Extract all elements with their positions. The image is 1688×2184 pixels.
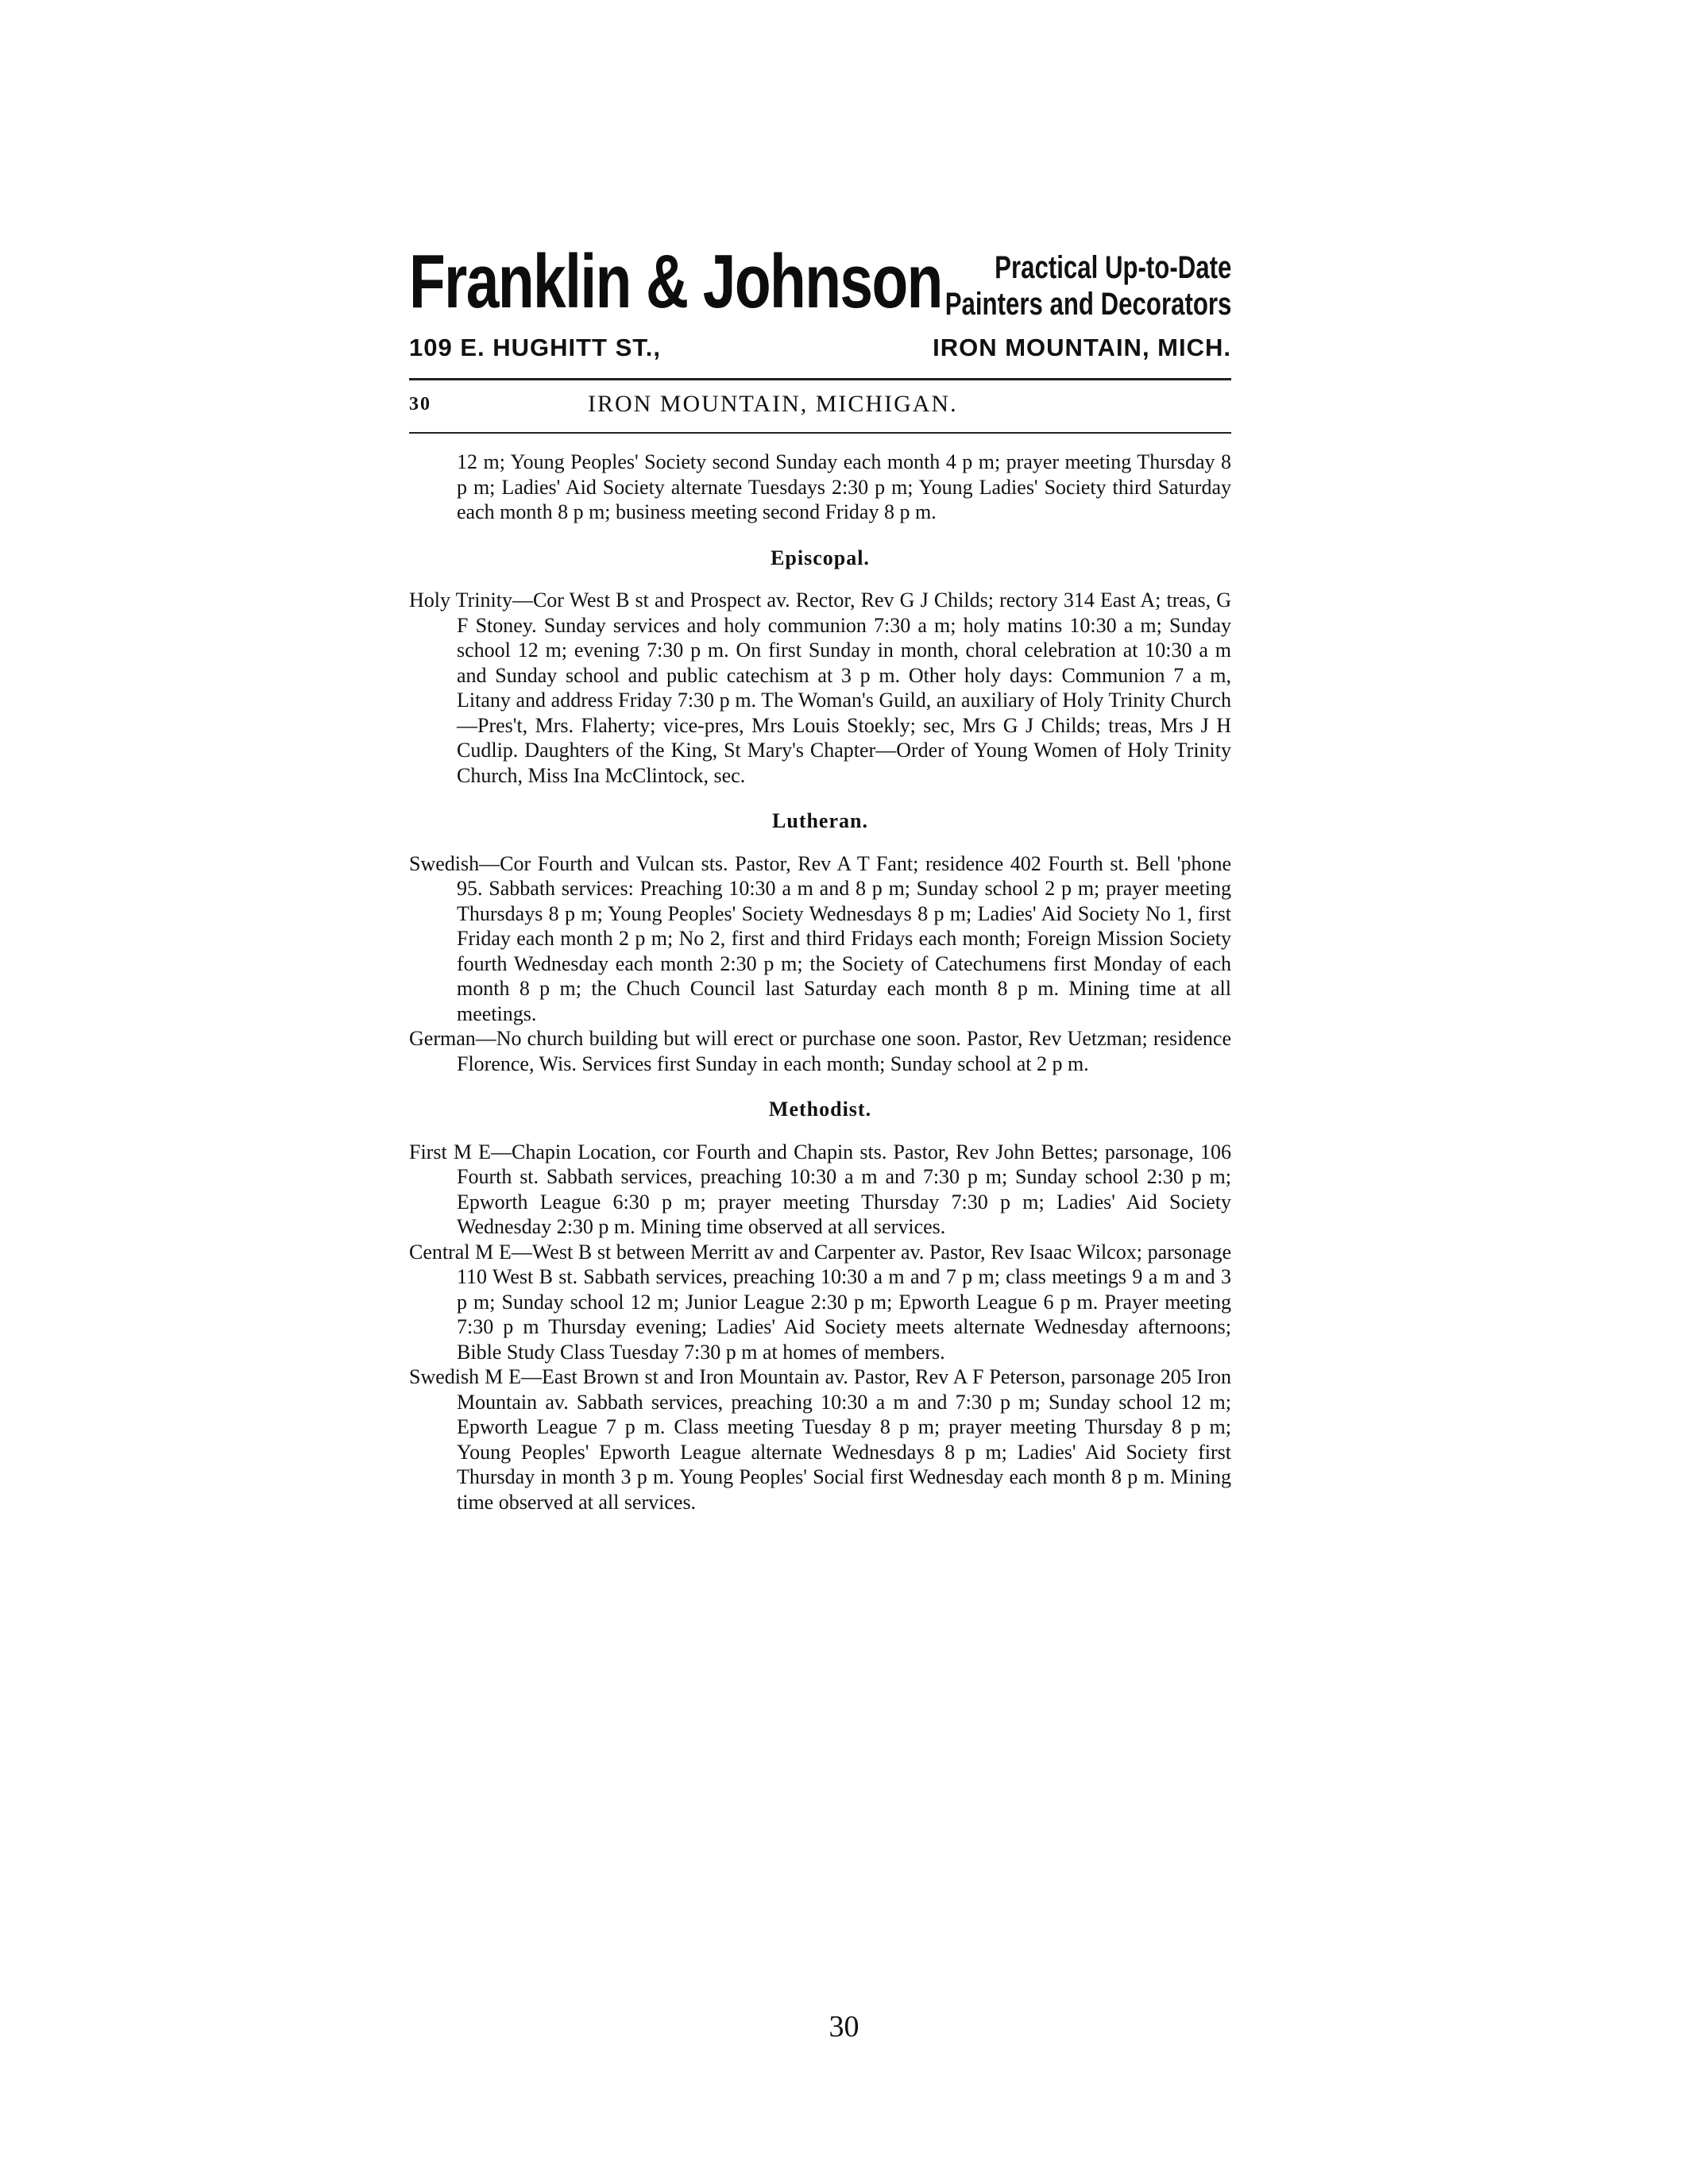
ad-divider (409, 378, 1231, 380)
church-entry: Central M E—West B st between Merritt av and Carpenter av. Pastor, Rev Isaac Wilcox; parsonage 110 West B st. Sabbath services, preaching 10:30 a m and 7 p m; class meetings 9 a m and 3 p m; Sunday school 12 m; Junior League 2:30 p m; Epworth League 6 p m. Prayer meeting 7:30 p m Thursday evening; Ladies' Aid Society meets alternate Wednesday afternoons; Bible Study Class Tuesday 7:30 p m at homes of members. (409, 1240, 1231, 1364)
church-entry: Holy Trinity—Cor West B st and Prospect av. Rector, Rev G J Childs; rectory 314 East A; treas, G F Stoney. Sunday services and holy communion 7:30 a m; holy matins 10:30 a m; Sunday school 12 m; evening 7:30 p m. On first Sunday in month, choral celebration at 10:30 a m and Sunday school and public catechism at 3 p m. Other holy days: Communion 7 a m, Litany and address Friday 7:30 p m. The Woman's Guild, an auxiliary of Holy Trinity Church—Pres't, Mrs. Flaherty; vice-pres, Mrs Louis Stoekly; sec, Mrs G J Childs; treas, Mrs J H Cudlip. Daughters of the King, St Mary's Chapter—Order of Young Women of Holy Trinity Church, Miss Ina McClintock, sec. (409, 588, 1231, 787)
church-entry: German—No church building but will erect or purchase one soon. Pastor, Rev Uetzman; residence Florence, Wis. Services first Sunday in each month; Sunday school at 2 p m. (409, 1027, 1231, 1075)
directory-body (409, 450, 1231, 1515)
running-head-title: IRON MOUNTAIN, MICHIGAN. (588, 391, 958, 417)
section-heading-methodist: Methodist. (768, 1098, 872, 1121)
advertisement-header (409, 238, 1231, 389)
advertiser-name: Franklin & Johnson (409, 239, 942, 324)
advertiser-address (409, 334, 1231, 362)
directory-page (409, 238, 1231, 1515)
church-entry: Swedish—Cor Fourth and Vulcan sts. Pastor, Rev A T Fant; residence 402 Fourth st. Bell 'phone 95. Sabbath services: Preaching 10:30 a m and 8 p m; Sunday school 2 p m; prayer meeting Thursdays 8 p m; Young Peoples' Society Wednesdays 8 p m; Ladies' Aid Society No 1, first Friday each month 2 p m; No 2, first and third Fridays each month; Foreign Mission Society fourth Wednesday each month 2:30 p m; the Society of Catechumens first Monday of each month 8 p m; the Chuch Council last Saturday each month 8 p m. Mining time at all meetings. (409, 851, 1231, 1025)
advertiser-street: 109 E. HUGHITT ST., (409, 334, 662, 361)
tagline-line-2: Painters and Decorators (944, 287, 1231, 322)
church-entry: Swedish M E—East Brown st and Iron Mountain av. Pastor, Rev A F Peterson, parsonage 205 Iron Mountain av. Sabbath services, preaching 10:30 a m and 7:30 p m; Sunday school 12 m; Epworth League 7 p m. Class meeting Tuesday 8 p m; prayer meeting Thursday 8 p m; Young Peoples' Epworth League alternate Wednesdays 8 p m; Ladies' Aid Society first Thursday in month 3 p m. Young Peoples' Social first Wednesday each month 8 p m. Mining time observed at all services. (409, 1365, 1231, 1514)
running-head-rule (409, 432, 1231, 434)
section-heading-lutheran: Lutheran. (772, 809, 868, 832)
running-head (409, 389, 1231, 437)
advertiser-city: IRON MOUNTAIN, MICH. (933, 334, 1231, 361)
page-folio: 30 (829, 2010, 859, 2043)
continued-paragraph: 12 m; Young Peoples' Society second Sunday each month 4 p m; prayer meeting Thursday 8 p m; Ladies' Aid Society alternate Tuesdays 2:30 p m; Young Ladies' Society third Saturday each month 8 p m; business meeting second Friday 8 p m. (457, 450, 1231, 523)
tagline-line-1: Practical Up-to-Date (994, 250, 1231, 285)
advertiser-tagline (944, 249, 1231, 322)
section-heading-episcopal: Episcopal. (771, 546, 870, 569)
running-head-page-number: 30 (409, 394, 431, 415)
church-entry: First M E—Chapin Location, cor Fourth and Chapin sts. Pastor, Rev John Bettes; parsonage, 106 Fourth st. Sabbath services, preaching 10:30 a m and 7:30 p m; Sunday school 2:30 p m; Epworth League 6:30 p m; prayer meeting Thursday 7:30 p m; Ladies' Aid Society Wednesday 2:30 p m. Mining time observed at all services. (409, 1140, 1231, 1238)
